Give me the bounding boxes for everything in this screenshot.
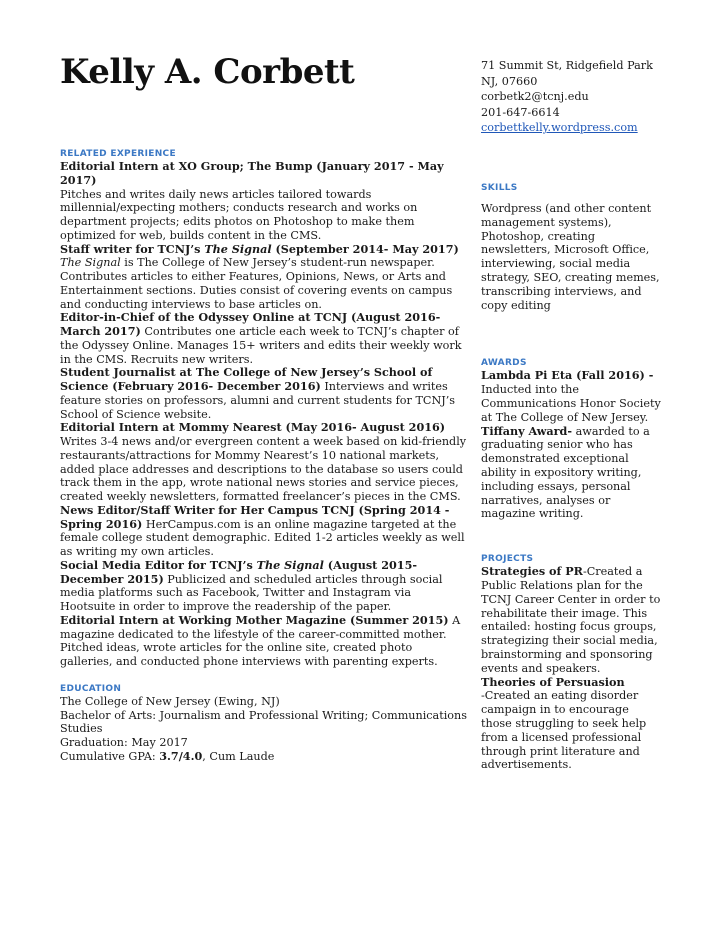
education-graduation: Graduation: May 2017 [60, 736, 188, 749]
award-title: Lambda Pi Eta (Fall 2016) - [481, 368, 654, 383]
education-degree: Bachelor of Arts: Journalism and Professional Writing; Communications Studies [60, 708, 467, 736]
entry-body: HerCampus.com is an online magazine targeted at the female college student demographic. Edited 1-2 articles weekly as well as writing my own articles. [60, 517, 465, 558]
skills-body: Wordpress (and other content management systems), Photoshop, creating newsletters, Microsoft Office, interviewing, social media strategy, SEO, creating memes, transcribing interviews, and copy editing [481, 202, 660, 312]
award-item [481, 369, 663, 424]
address-line-2: NJ, 07660 [481, 74, 538, 88]
experience-entry [60, 311, 468, 366]
address-line-1: 71 Summit St, Ridgefield Park [481, 59, 653, 72]
entry-body: is The College of New Jersey’s student-run newspaper. Contributes articles to either Features, Opinions, News, or Arts and Entertainment sections. Duties consist of covering events on campus and conducting interviews to base articles on. [60, 256, 453, 311]
entry-title: News Editor/Staff Writer for Her Campus TCNJ (Spring 2014 -Spring 2016) [60, 502, 450, 531]
entry-body-italic: The Signal [60, 256, 121, 270]
award-title: Tiffany Award- [481, 423, 573, 438]
project-title: Theories of Persuasion [481, 674, 625, 689]
entry-title: Staff writer for TCNJ’s The Signal (September 2014- May 2017) [60, 241, 459, 256]
entry-title: Editorial Intern at XO Group; The Bump (January 2017 - May 2017) [60, 159, 444, 187]
award-body: awarded to a graduating senior who has demonstrated exceptional ability in expository writing, including essays, personal narratives, analyses or magazine writing. [481, 424, 650, 521]
education-school: The College of New Jersey (Ewing, NJ) [60, 694, 280, 708]
experience-entry [60, 243, 468, 312]
entry-title: Student Journalist at The College of New Jersey’s School of Science (February 2016- December 2016) [60, 365, 433, 393]
website-link[interactable]: corbettkelly.wordpress.com [481, 121, 638, 134]
experience-entry [60, 559, 468, 614]
applicant-name: Kelly A. Corbett [60, 52, 355, 92]
award-item [481, 425, 663, 522]
education-gpa: Cumulative GPA: 3.7/4.0, Cum Laude [60, 748, 275, 763]
right-column [481, 182, 663, 772]
entry-title: Editorial Intern at Mommy Nearest (May 2016- August 2016) [60, 420, 446, 435]
entry-body: Publicized and scheduled articles through social media platforms such as Facebook, Twitter and Instagram via Hootsuite in order to improve the readership of the paper. [60, 572, 443, 613]
project-item [481, 676, 663, 773]
left-column [60, 148, 468, 764]
experience-entry [60, 421, 468, 504]
skills-heading: SKILLS [481, 183, 518, 193]
project-body: -Created an eating disorder campaign in to encourage those struggling to seek help from a licensed professional through print literature and advertisements. [481, 689, 647, 772]
award-body: Inducted into the Communications Honor Society at The College of New Jersey. [481, 383, 661, 424]
awards-heading: AWARDS [481, 358, 527, 369]
entry-body: Contributes one article each week to TCNJ’s chapter of the Odyssey Online. Manages 15+ writers and edits their weekly work in the CMS. Recruits new writers. [60, 325, 462, 366]
education-heading: EDUCATION [60, 683, 122, 694]
project-body: -Created a Public Relations plan for the TCNJ Career Center in order to rehabilitate their image. This entailed: hosting focus groups, strategizing their social media, brainstorming and sponsoring events and speakers. [481, 565, 661, 675]
project-item [481, 565, 663, 675]
phone: 201-647-6614 [481, 105, 560, 119]
experience-entry [60, 504, 468, 559]
email: corbetk2@tcnj.edu [481, 90, 589, 103]
project-title: Strategies of PR [481, 564, 583, 579]
experience-heading: RELATED EXPERIENCE [60, 149, 176, 159]
entry-title: Editorial Intern at Working Mother Magazine (Summer 2015) [60, 612, 449, 627]
entry-body: Interviews and writes feature stories on professors, alumni and current students for TCNJ’s School of Science website. [60, 380, 456, 421]
entry-body: Writes 3-4 news and/or evergreen content a week based on kid-friendly restaurants/attractions for Mommy Nearest’s 10 national markets, added place addresses and descriptions to the database so users could track them in the app, wrote national news stories and service pieces, created weekly newsletters, formatted freelancer’s pieces in the CMS. [60, 435, 467, 503]
contact-block [481, 58, 681, 136]
experience-entry [60, 366, 468, 421]
entry-body: Pitches and writes daily news articles tailored towards millennial/expecting mothers; conducts research and works on department projects; edits photos on Photoshop to make them optimized for web, builds content in the CMS. [60, 187, 418, 242]
projects-heading: PROJECTS [481, 554, 534, 565]
entry-title: Social Media Editor for TCNJ’s The Signal (August 2015- December 2015) [60, 557, 418, 586]
experience-entry [60, 160, 468, 243]
entry-title: Editor-in-Chief of the Odyssey Online at TCNJ (August 2016-March 2017) [60, 310, 441, 338]
experience-entry [60, 614, 468, 669]
entry-body: A magazine dedicated to the lifestyle of the career-committed mother. Pitched ideas, wrote articles for the online site, created photo galleries, and conducted phone interviews with parenting experts. [60, 613, 461, 668]
